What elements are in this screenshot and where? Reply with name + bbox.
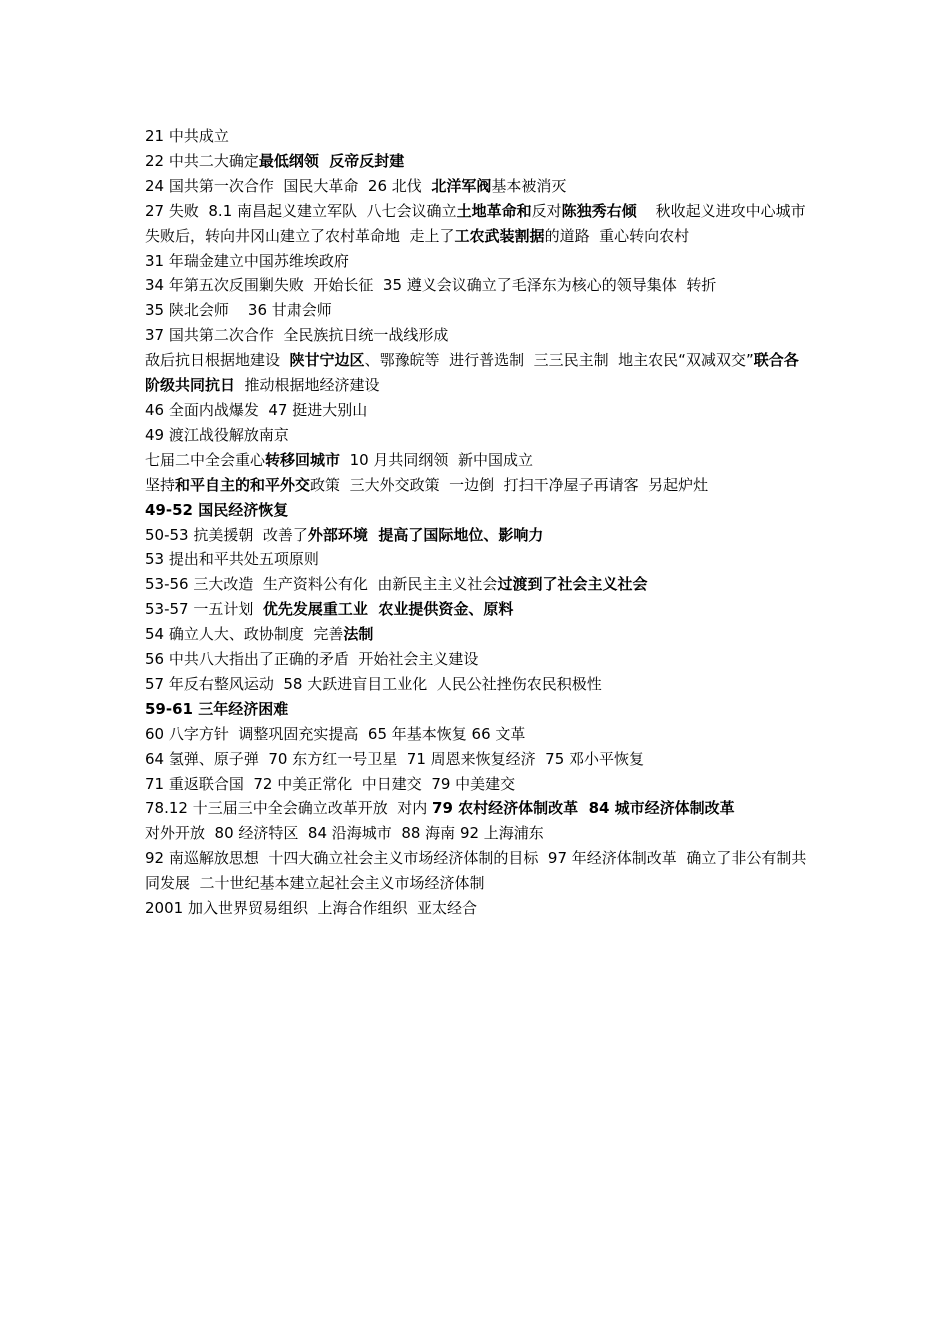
- bold-text-run: 土地革命和: [456, 201, 532, 220]
- text-line: [145, 547, 810, 572]
- text-run: 54 确立人大、政协制度 完善: [145, 625, 344, 644]
- text-line: [145, 622, 810, 647]
- text-line: [145, 273, 810, 298]
- text-line: [145, 572, 810, 597]
- bold-text-run: 法制: [343, 625, 374, 644]
- bold-text-run: 79 农村经济体制改革 84 城市经济体制改革: [432, 799, 735, 818]
- text-run: 政策 三大外交政策 一边倒 打扫干净屋子再请客 另起炉灶: [310, 475, 709, 494]
- text-line: [145, 249, 810, 274]
- text-line: [145, 348, 810, 398]
- bold-text-run: 49-52 国民经济恢复: [145, 500, 289, 519]
- text-run: 的道路 重心转向农村: [544, 226, 690, 245]
- bold-text-run: 和平自主的和平外交: [175, 475, 311, 494]
- bold-text-run: 陕甘宁边区: [289, 351, 365, 370]
- text-line: [145, 597, 810, 622]
- text-line: [145, 473, 810, 498]
- text-line: [145, 149, 810, 174]
- text-line: [145, 398, 810, 423]
- bold-text-run: 联合各阶级共同抗日: [145, 351, 799, 395]
- text-line: [145, 821, 810, 846]
- bold-text-run: 外部环境 提高了国际地位、影响力: [307, 525, 544, 544]
- text-run: 60 八字方针 调整巩固充实提高 65 年基本恢复 66 文革: [145, 724, 526, 743]
- text-run: 78.12 十三届三中全会确立改革开放 对内: [145, 799, 433, 818]
- bold-text-run: 转移回城市: [265, 450, 341, 469]
- text-run: 27 失败 8.1 南昌起义建立军队 八七会议确立: [145, 201, 457, 220]
- text-run: 对外开放 80 经济特区 84 沿海城市 88 海南 92 上海浦东: [145, 824, 544, 843]
- text-run: 31 年瑞金建立中国苏维埃政府: [145, 251, 349, 270]
- text-run: 秋收起义进攻中心城市失败后，转向井冈山建立了农村革命地 走上了: [145, 201, 806, 245]
- document-body: [145, 124, 810, 921]
- bold-text-run: 北洋军阀: [431, 176, 492, 195]
- text-run: 57 年反右整风运动 58 大跃进盲目工业化 人民公社挫伤农民积极性: [145, 674, 602, 693]
- text-line: [145, 772, 810, 797]
- text-line: [145, 846, 810, 896]
- text-line: [145, 697, 810, 722]
- text-run: 2001 加入世界贸易组织 上海合作组织 亚太经合: [145, 899, 478, 918]
- text-line: [145, 498, 810, 523]
- text-line: [145, 174, 810, 199]
- text-line: [145, 199, 810, 249]
- bold-text-run: 过渡到了社会主义社会: [497, 575, 648, 594]
- text-run: 10 月共同纲领 新中国成立: [340, 450, 533, 469]
- text-line: [145, 124, 810, 149]
- text-run: 敌后抗日根据地建设: [145, 351, 290, 370]
- text-run: 46 全面内战爆发 47 挺进大别山: [145, 400, 368, 419]
- text-run: 22 中共二大确定: [145, 151, 259, 170]
- text-run: 、鄂豫皖等 进行普选制 三三民主制 地主农民“双减双交”: [364, 351, 754, 370]
- text-run: 推动根据地经济建设: [235, 376, 380, 395]
- text-line: [145, 523, 810, 548]
- text-run: 37 国共第二次合作 全民族抗日统一战线形成: [145, 326, 449, 345]
- text-line: [145, 423, 810, 448]
- text-run: 71 重返联合国 72 中美正常化 中日建交 79 中美建交: [145, 774, 516, 793]
- document-page: [145, 124, 810, 921]
- text-run: 基本被消灭: [491, 176, 567, 195]
- text-run: 24 国共第一次合作 国民大革命 26 北伐: [145, 176, 432, 195]
- text-run: 49 渡江战役解放南京: [145, 425, 289, 444]
- bold-text-run: 最低纲领 反帝反封建: [258, 151, 405, 170]
- text-run: 64 氢弹、原子弹 70 东方红一号卫星 71 周恩来恢复经济 75 邓小平恢复: [145, 749, 645, 768]
- bold-text-run: 优先发展重工业 农业提供资金、原料: [262, 600, 514, 619]
- text-line: [145, 747, 810, 772]
- text-line: [145, 796, 810, 821]
- text-run: 53-57 一五计划: [145, 600, 263, 619]
- text-line: [145, 448, 810, 473]
- bold-text-run: 工农武装割据: [454, 226, 545, 245]
- text-line: [145, 323, 810, 348]
- text-run: 坚持: [145, 475, 176, 494]
- text-run: 七届二中全会重心: [145, 450, 266, 469]
- text-run: 53-56 三大改造 生产资料公有化 由新民主主义社会: [145, 575, 498, 594]
- text-run: 21 中共成立: [145, 127, 229, 145]
- text-line: [145, 298, 810, 323]
- bold-text-run: 陈独秀右倾: [561, 201, 637, 220]
- text-run: 35 陕北会师 36 甘肃会师: [145, 301, 332, 320]
- text-line: [145, 647, 810, 672]
- text-run: 34 年第五次反围剿失败 开始长征 35 遵义会议确立了毛泽东为核心的领导集体 转折: [145, 276, 717, 295]
- text-line: [145, 896, 810, 921]
- text-line: [145, 672, 810, 697]
- text-run: 反对: [531, 201, 562, 220]
- text-run: 92 南巡解放思想 十四大确立社会主义市场经济体制的目标 97 年经济体制改革 确立了非公有制共同发展 二十世纪基本建立起社会主义市场经济体制: [145, 849, 807, 893]
- text-line: [145, 722, 810, 747]
- text-run: 50-53 抗美援朝 改善了: [145, 525, 308, 544]
- bold-text-run: 59-61 三年经济困难: [145, 699, 289, 718]
- text-run: 53 提出和平共处五项原则: [145, 550, 319, 569]
- text-run: 56 中共八大指出了正确的矛盾 开始社会主义建设: [145, 650, 479, 669]
